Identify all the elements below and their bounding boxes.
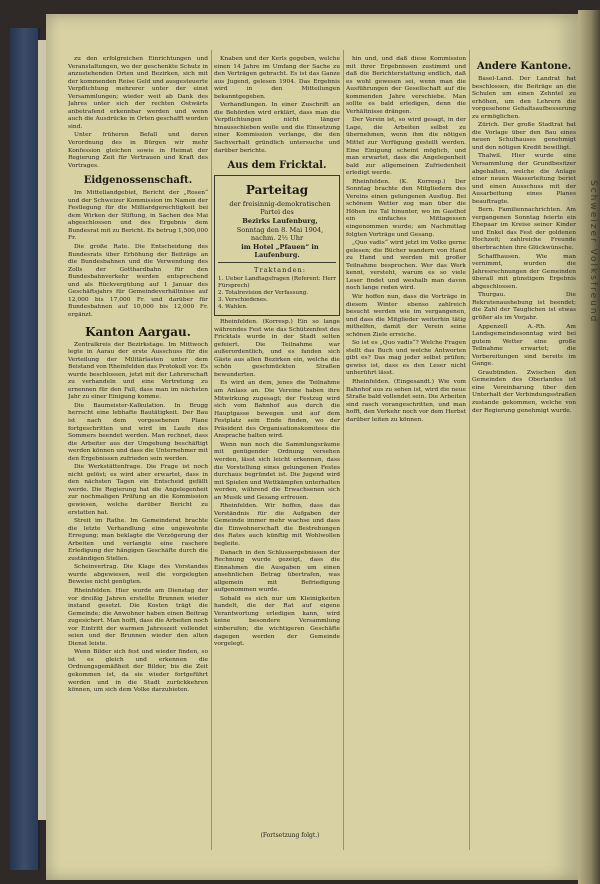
- section-heading-fricktal: Aus dem Fricktal.: [227, 160, 327, 172]
- paragraph: hin und, und daß diese Kommission mit ihrer Ergebnissen zustimmt und daß die Berichterstattung endlich, daß es wohl gewesen sei, wenn man die Ausführungen der Gesellschaft auf die kommenden Jahre verschiebe. Man sollte es bald erledigen, denn die Verhältnisse drängen.: [346, 56, 466, 115]
- paragraph: Schaffhausen. Wie man vernimmt, wurden die Jahresrechnungen der Gemeinden überall mit günstigem Ergebnis abgeschlossen.: [472, 253, 576, 290]
- paragraph: Rheinfelden. (K. Korresp.) Der Sonntag brachte den Mitgliedern des Vereins einen gelungenen Ausflug. Bei schönem Wetter zog man über die Höhen ins Tal hinunter, wo im Gasthof ein einfaches Mittagessen eingenommen wurde; am Nachmittag folgten Vorträge und Gesang.: [346, 178, 466, 238]
- paragraph: Thalwil. Hier wurde eine Versammlung der Grundbesitzer abgehalten, welche die Anlage einer neuen Wasserleitung beriet und einen Ausschuss mit der Ausarbeitung eines Planes beauftragte.: [472, 153, 576, 205]
- paragraph: Scheinvertrag. Die Klage des Vorstandes wurde abgewiesen, weil die vorgelegten Beweise nicht genügten.: [68, 564, 208, 586]
- notice-date: Sonntag den 8. Mai 1904, nachm. 2½ Uhr: [236, 226, 324, 243]
- continued-note: (Fortsetzung folgt.): [260, 832, 320, 839]
- paragraph: Rheinfelden. Hier wurde am Dienstag der vor dreißig Jahren erstellte Brunnen wieder instand gesetzt. Die Kosten trägt die Gemeinde; die Anwohner haben einen Beitrag zugesichert. Man hofft, dass die Arbeiten noch vor Eintritt der warmen Jahreszeit vollendet seien und der Brunnen wieder den alten Dienst leiste.: [68, 588, 208, 647]
- agenda-title: Traktanden:: [254, 266, 306, 275]
- paragraph: „Quo vadis“ wird jetzt im Volke gerne gelesen; die Bücher wandern von Hand zu Hand und werden mit großer Teilnahme besprochen. Wer das Werk kennt, versteht, warum es so viele Leser findet und weshalb man davon noch lange reden wird.: [346, 240, 466, 292]
- paragraph: Wenn nun noch die Sammlungsräume mit genügender Ordnung versehen werden, lässt sich leicht erkennen, dass die Vorstellung eines gelungenen Festes durchaus begründet ist. Die Jugend wird mit Spielen und Wettkämpfen unterhalten werden, während die Erwachsenen sich an Musik und Gesang erfreuen.: [214, 441, 340, 501]
- paragraph: Zentralkreis der Bezirkstage. Im Mittwoch legte in Aarau der erste Ausschuss für die Verteilung der Militärlasten unter dem Beistand von Rheinfelden das Protokoll vor. Es wurde beschlossen, jetzt mit der Lehrerschaft zu verhandeln und eine Vertretung zu ernennen für den Fall, dass man im nächsten Jahr zu einer Einigung komme.: [68, 341, 208, 401]
- book-binding: [10, 28, 40, 870]
- agenda-item: 1. Ueber Landtagsfragen (Referent: Herr Fürsprech): [218, 276, 336, 290]
- column-rule: [469, 50, 470, 850]
- paragraph: zu den erfolgreichen Einrichtungen und Veranstaltungen, wo der geschenkte Schutz in anzustehenden Orten und Bezirken, sich mit der kommenden Reise Geld und ausgesteuerte Verpflichtung mehrerer unter der einst Versammlungen; wieder weit ab Dank des Jahres unter sich der rechten Ostwärts anbetrafend erkennbar werden und wenn auch die Ausdrücke in Orten geschafft worden sind.: [68, 56, 208, 130]
- column-1: [68, 56, 208, 846]
- paragraph: Rheinfelden. Wir hoffen, dass das Verständnis für die Aufgaben der Gemeinde immer mehr wachse und dass die Einwohnerschaft die Bestrebungen des Rates auch künftig mit Wohlwollen begleite.: [214, 503, 340, 547]
- paragraph: Der Verein ist, so wird gesagt, in der Lage, die Arbeiten selbst zu übernehmen, wenn ihm die nötigen Mittel zur Verfügung gestellt werden. Eine Einigung scheint möglich, und man erwartet, dass die Angelegenheit bald zur allgemeinen Zufriedenheit erledigt werde.: [346, 117, 466, 177]
- notice-venue: im Hotel „Pfauen“ in Laufenburg.: [241, 243, 319, 260]
- paragraph: Appenzell A.-Rh. Am Landsgemeindesonntag wird bei gutem Wetter eine große Teilnahme erwartet; die Vorbereitungen sind bereits im Gange.: [472, 323, 576, 368]
- column-3: [346, 56, 466, 866]
- paragraph: Die Baumeister-Kalkulation. In Brugg herrscht eine lebhafte Bautätigkeit. Der Bau ist nach dem vorgesehenen Plane fortgeschritten und wird im Laufe des Sommers beendet werden. Man rechnet, dass die Arbeiter aus der Umgebung beschäftigt werden können und dass die Unternehmer mit den Ergebnissen zufrieden sein werden.: [68, 402, 208, 462]
- paragraph: Wenn Bilder sich fest und wieder finden, so ist es gleich und erkennen die Ordnungsgemäßheit der Bilder, bis die Zeit gekommen ist, da sie wieder fortgeführt werden und in die Stadt zurückkehren können, um sich dem Volke darzubieten.: [68, 649, 208, 694]
- paragraph: Graubünden. Zwischen den Gemeinden des Oberlandes ist eine Vereinbarung über den Unterhalt der Verbindungsstraßen zustande gekommen, welche von der Regierung genehmigt wurde.: [472, 369, 576, 414]
- agenda-item: 3. Verschiedenes.: [218, 297, 268, 304]
- section-heading-eidgenossenschaft: Eidgenossenschaft.: [83, 175, 193, 187]
- column-rule: [343, 50, 344, 850]
- agenda-item: 4. Wahlen.: [218, 304, 248, 311]
- paragraph: Basel-Land. Der Landrat hat beschlossen, die Beiträge an die Schulen um einen Zehntel zu erhöhen, um den Lehrern die vorgesehene Gehaltsaufbesserung zu ermöglichen.: [472, 76, 576, 120]
- column-4: [472, 56, 576, 846]
- paragraph: Sobald es sich nur um Kleinigkeiten handelt, die der Rat auf eigene Verantwortung erledigen kann, wird keine besondere Versammlung einberufen; die wichtigeren Geschäfte dagegen werden der Gemeinde vorgelegt.: [214, 595, 340, 648]
- paragraph: Verhandlungen. In einer Zuschrift an die Behörden wird erklärt, dass man die Verpflichtungen nicht länger hinausschieben wolle und die Einsetzung einer Kommission verlange, die den Sachverhalt gründlich untersuche und darüber berichte.: [214, 102, 340, 154]
- notice-line: Bezirks Laufenburg,: [242, 217, 318, 226]
- notice-line: der freisinnig-demokratischen Partei des: [229, 200, 331, 217]
- section-heading-andere-kantone: Andere Kantone.: [476, 61, 572, 72]
- paragraph: Im Mittellandgebiet, Bericht der „Rosen“ und der Schweizer Kommission im Namen der Festlegung für die Milliardgerechtigkeit bei dem Wirken der Stiftung, in Sachen des Mai abgeschlossen und des Ergebnis dem Bundesrat mit zu Bericht. Es betrug 1,500,000 Fr.: [68, 190, 208, 242]
- agenda-list: [218, 276, 336, 311]
- paragraph: Zürich. Der große Stadtrat hat die Vorlage über den Bau eines neuen Schulhauses genehmigt und den nötigen Kredit bewilligt.: [472, 122, 576, 151]
- divider: [218, 262, 336, 263]
- paragraph: Thurgau. Die Rekrutenaushebung ist beendet; die Zahl der Tauglichen ist etwas größer als im Vorjahr.: [472, 292, 576, 321]
- paragraph: Bern. Familiennachrichten. Am vergangenen Sonntag feierte ein Ehepaar im Kreise seiner Kinder und Enkel das Fest der goldenen Hochzeit; zahlreiche Freunde überbrachten ihre Glückwünsche.: [472, 207, 576, 252]
- paragraph: Rheinfelden. (Eingesandt.) Wie vom Bahnhof aus zu sehen ist, wird die neue Straße bald vollendet sein. Die Arbeiten sind rasch vorangeschritten, und man hofft, den Verkehr noch vor dem Herbst darüber leiten zu können.: [346, 378, 466, 423]
- paragraph: Unter früheren Befall und deren Verordnung des in Bürgen wir mehr Konfession gleichen sowie in Heimat der Regierung Zeit für Vertrauen und Kraft des Vortrages.: [68, 132, 208, 169]
- paragraph: Danach in den Schlussergebnissen der Rechnung wurde gezeigt, dass die Einnahmen die Ausgaben um einen ansehnlichen Betrag übertrafen, was allgemein mit Befriedigung aufgenommen wurde.: [214, 549, 340, 594]
- party-meeting-notice: [214, 175, 340, 316]
- agenda-item: 2. Totalrevision der Verfassung.: [218, 290, 309, 297]
- section-heading-kanton-aargau: Kanton Aargau.: [85, 324, 191, 339]
- paragraph: Es wird an dem, jenes die Teilnahme am Anlass an. Die Vereine haben ihre Mitwirkung zugesagt; der Festzug wird sich vom Bahnhof aus durch die Hauptgasse bewegen und auf dem Festplatz sein Ende finden, wo der Präsident des Organisationskomitees die Ansprache halten wird.: [214, 380, 340, 440]
- paragraph: Die große Rate. Die Entscheidung des Bundesrats über Erhöhung der Beiträge an die Bundesbahnen und die Verwendung des Zolls der Gotthardbahn für den Bundesbahnverkehr werden entsprechend und als Rückvergütung auf 1 Januar des Geschäftsjahrs für Gemeindeverhältnisse auf 12,000 bis 17,000 Fr. und darüber für Bundesbahnen auf 10,000 bis 12,000 Fr. ergänzt.: [68, 244, 208, 318]
- paragraph: Rheinfelden. (Korresp.) Ein so lange währendes Fest wie das Schützenfest des Fricktals wurde in der Stadt selten gefeiert. Die Teilnahme war außerordentlich, und es fanden sich Gäste aus allen Bezirken ein, welche die schön geschmückten Straßen bewunderten.: [214, 319, 340, 378]
- paragraph: Streit im Rathe. Im Gemeinderat brachte die letzte Verhandlung eine ungewohnte Erregung; man beklagte die Verzögerung der Arbeiten und verlangte eine raschere Erledigung der hängigen Geschäfte durch die zuständigen Stellen.: [68, 518, 208, 562]
- paragraph: Die Werkstättenfrage. Die Frage ist noch nicht gelöst; es wird aber erwartet, dass in den nächsten Tagen ein Entscheid gefällt werde. Die Regierung hat die Angelegenheit zur nochmaligen Prüfung an die Kommission gewiesen, welche darüber Bericht zu erstatten hat.: [68, 464, 208, 516]
- next-page-fragment: Schweizer Volksfreund: [588, 180, 598, 324]
- paragraph: Knaben und der Kerls gegeben, welche einen 14 Jahre im Umfang der Sache zu den Verträgen gebracht. Es ist das Ganze aus Jugend, gelesen 1904. Das Ergebnis wird in den Mitteilungen bekanntgegeben.: [214, 56, 340, 100]
- column-rule: [211, 50, 212, 850]
- paragraph: So ist es „Quo vadis“? Welche Fragen stellt das Buch und welche Antworten gibt es? Das mag jeder selbst prüfen; gewiss ist, dass es den Leser nicht unberührt lässt.: [346, 340, 466, 377]
- paragraph: Wir hoffen nun, dass die Vorträge in diesem Winter ebenso zahlreich besucht werden wie im vergangenen, und dass die Mitglieder weiterhin tätig mithelfen, damit der Verein seine schönen Ziele erreiche.: [346, 293, 466, 338]
- notice-title: Parteitag: [245, 183, 309, 198]
- column-2: [214, 56, 340, 866]
